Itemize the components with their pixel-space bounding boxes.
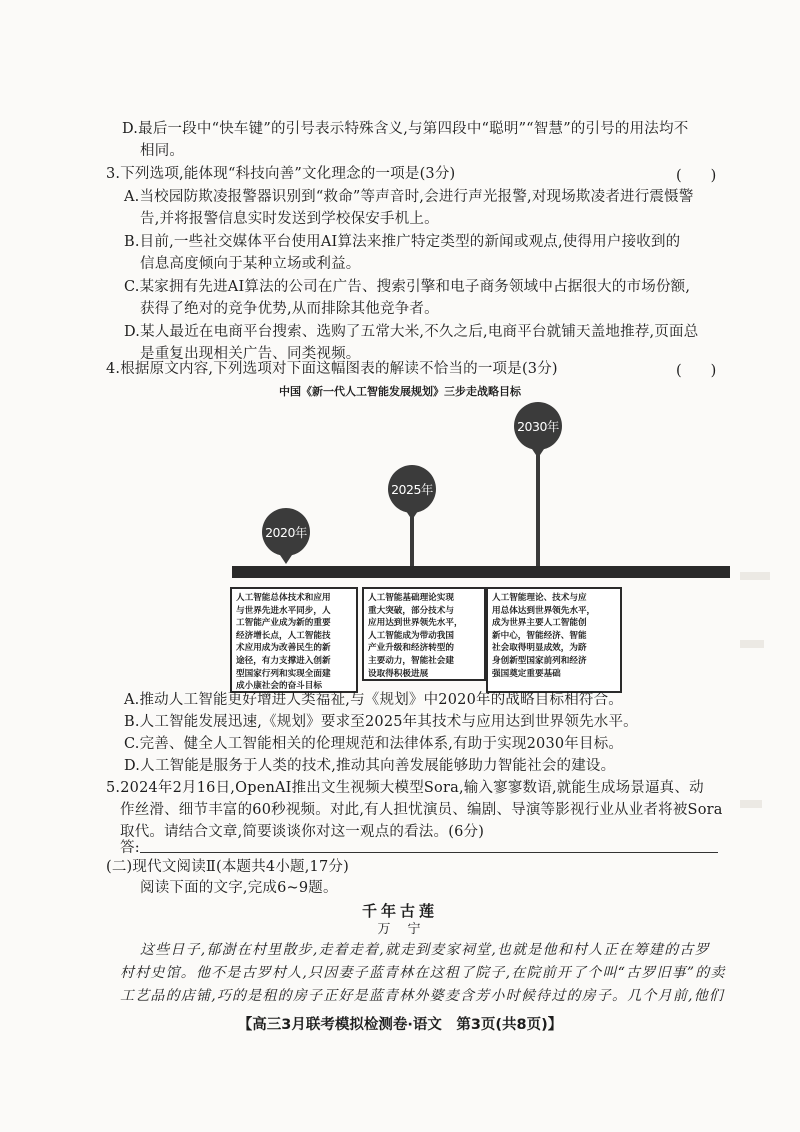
q3-option-c-line1: C.某家拥有先进AI算法的公司在广告、搜索引擎和电子商务领域中占据很大的市场份额, — [124, 279, 691, 295]
page-footer: 【高三3月联考模拟检测卷·语文 第3页(共8页)】 — [237, 1017, 563, 1033]
q3-option-b-line1: B.目前,一些社交媒体平台使用AI算法来推广特定类型的新闻或观点,使得用户接收到的 — [124, 234, 681, 250]
article-title: 千年古莲 — [361, 902, 438, 920]
milestone-pin-2025 — [388, 465, 436, 513]
pole-2030 — [536, 446, 540, 568]
q3-option-d-line1: D.某人最近在电商平台搜索、选购了五常大米,不久之后,电商平台就铺天盖地推荐,页面总 — [124, 324, 699, 340]
article-line-2: 村村史馆。他不是古罗村人,只因妻子蓝青林在这租了院子,在院前开了个叫“古罗旧事”的卖 — [120, 965, 726, 981]
margin-shadow — [740, 800, 762, 808]
article-line-1: 这些日子,郁澍在村里散步,走着走着,就走到麦家祠堂,也就是他和村人正在筹建的古罗 — [140, 942, 710, 958]
q4-option-d: D.人工智能是服务于人类的技术,推动其向善发展能够助力智能社会的建设。 — [124, 758, 616, 774]
margin-shadow — [740, 640, 764, 648]
milestone-year-2030: 2030年 — [517, 419, 559, 434]
q4-option-a: A.推动人工智能更好增进人类福祉,与《规划》中2020年的战略目标相符合。 — [124, 692, 623, 708]
section2-header: (二)现代文阅读Ⅱ(本题共4小题,17分) — [106, 859, 349, 875]
q3-option-a-line1: A.当校园防欺凌报警器识别到“救命”等声音时,会进行声光报警,对现场欺凌者进行震慑警 — [124, 189, 694, 205]
goal-box-2030: 人工智能理论、技术与应 用总体达到世界领先水平， 成为世界主要人工智能创 新中心，智能经济、智能 社会取得明显成效，为跻 身创新型国家前列和经济 强国奠定重要基础 — [486, 587, 622, 693]
article-line-3: 工艺品的店铺,巧的是租的房子正好是蓝青林外婆麦含芳小时候待过的房子。几个月前,他们 — [120, 988, 725, 1004]
q2-option-d-line1: D.最后一段中“快车键”的引号表示特殊含义,与第四段中“聪明”“智慧”的引号的用法均不 — [122, 121, 689, 137]
q5-line3: 取代。请结合文章,简要谈谈你对这一观点的看法。(6分) — [120, 824, 485, 840]
q4-option-b: B.人工智能发展迅速,《规划》要求至2025年其技术与应用达到世界领先水平。 — [124, 714, 638, 730]
q5-line1: 5.2024年2月16日,OpenAI推出文生视频大模型Sora,输入寥寥数语,就能生成场景逼真、动 — [106, 780, 704, 796]
q4-option-c: C.完善、健全人工智能相关的伦理规范和法律体系,有助于实现2030年目标。 — [124, 736, 624, 752]
q3-answer-paren: ( ) — [676, 168, 717, 184]
milestone-year-2025: 2025年 — [391, 482, 433, 497]
article-author: 万 宁 — [377, 922, 423, 937]
goal-box-2020: 人工智能总体技术和应用 与世界先进水平同步，人 工智能产业成为新的重要 经济增长点，人工智能技 术应用成为改善民生的新 途径，有力支撑进入创新 型国家行列和实现全面建 成小康社会的奋斗目标 — [230, 587, 358, 693]
milestone-pin-2030 — [514, 402, 562, 450]
milestone-pin-2020 — [262, 508, 310, 556]
q3-stem: 3.下列选项,能体现“科技向善”文化理念的一项是(3分) — [106, 166, 456, 182]
chart-title: 中国《新一代人工智能发展规划》三步走战略目标 — [279, 385, 521, 398]
q3-option-c-line2: 获得了绝对的竞争优势,从而排除其他竞争者。 — [140, 301, 439, 317]
q3-option-b-line2: 信息高度倾向于某种立场或利益。 — [140, 256, 361, 272]
goal-box-2025: 人工智能基础理论实现 重大突破，部分技术与 应用达到世界领先水平， 人工智能成为带动我国 产业升级和经济转型的 主要动力，智能社会建 设取得积极进展 — [362, 587, 486, 681]
q5-line2: 作丝滑、细节丰富的60秒视频。对此,有人担忧演员、编剧、导演等影视行业从业者将被Sora — [120, 802, 723, 818]
q3-option-a-line2: 告,并将报警信息实时发送到学校保安手机上。 — [140, 211, 439, 227]
q5-answer-label: 答: — [120, 840, 140, 856]
q2-option-d-line2: 相同。 — [140, 143, 185, 159]
section2-instruction: 阅读下面的文字,完成6~9题。 — [140, 880, 338, 896]
milestone-year-2020: 2020年 — [265, 525, 307, 540]
q4-answer-paren: ( ) — [676, 363, 717, 379]
pole-2025 — [410, 512, 414, 568]
q4-stem: 4.根据原文内容,下列选项对下面这幅图表的解读不恰当的一项是(3分) — [106, 361, 558, 377]
timeline-bar — [232, 566, 730, 578]
q3-option-d-line2: 是重复出现相关广告、同类视频。 — [140, 346, 361, 362]
q5-answer-line[interactable] — [140, 852, 718, 853]
margin-shadow — [740, 572, 770, 580]
